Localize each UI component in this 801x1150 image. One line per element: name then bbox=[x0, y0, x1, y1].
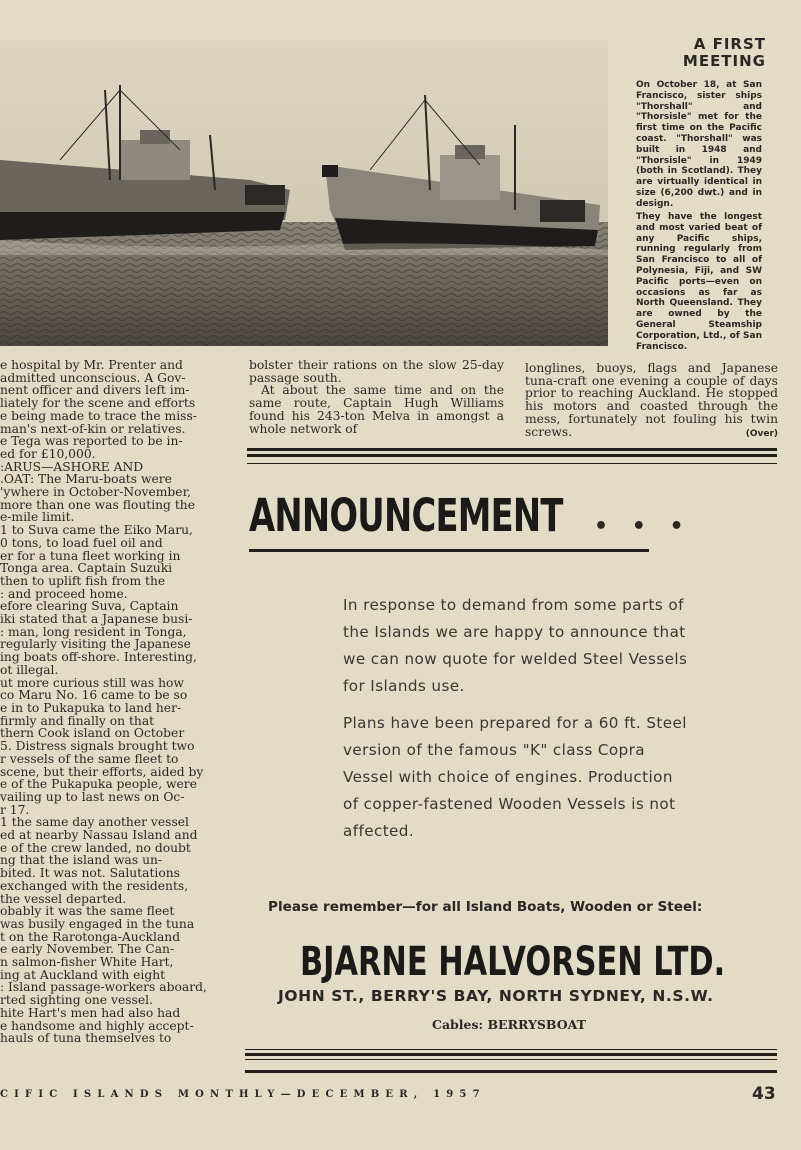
divider-rule bbox=[245, 1059, 777, 1060]
left-column-line: scene, but their efforts, aided by bbox=[0, 764, 204, 779]
left-column-line: obably it was the same fleet bbox=[0, 904, 175, 919]
divider-rule bbox=[247, 463, 777, 464]
left-column-line: e of the Pukapuka people, were bbox=[0, 777, 197, 792]
left-column-line: e-mile limit. bbox=[0, 510, 75, 525]
left-column-line: : and proceed home. bbox=[0, 586, 128, 601]
left-column-line: efore clearing Suva, Captain bbox=[0, 599, 179, 614]
divider-rule bbox=[245, 1053, 777, 1056]
caption-paragraph: They have the longest and most varied beat of any Pacific ships, running regularly from San Francisco to all of Polynesia, Fiji, and SW Pacific ports—even on occasions as far as North Queensland. They are owned by the General Steamship Corporation, Ltd., of San Francisco. bbox=[636, 212, 762, 352]
left-column-line: er for a tuna fleet working in bbox=[0, 548, 181, 563]
announcement-underline bbox=[249, 549, 649, 552]
left-column-line: was busily engaged in the tuna bbox=[0, 916, 195, 931]
divider-rule bbox=[247, 454, 777, 457]
body-paragraph: At about the same time and on the same route, Captain Hugh Williams found his 243-ton Melva in amongst a whole network of bbox=[249, 383, 504, 436]
left-column-line: e being made to trace the miss- bbox=[0, 408, 197, 423]
left-column-line: e handsome and highly accept- bbox=[0, 1018, 194, 1033]
left-column-line: 5. Distress signals brought two bbox=[0, 739, 195, 754]
left-column-line: r 17. bbox=[0, 802, 30, 817]
left-column-line: 0 tons, to load fuel oil and bbox=[0, 535, 163, 550]
left-column bbox=[0, 359, 228, 1045]
left-column-line: e early November. The Can- bbox=[0, 942, 175, 957]
left-column-line: e hospital by Mr. Prenter and bbox=[0, 359, 183, 372]
divider-rule bbox=[247, 448, 777, 451]
left-column-line: .OAT: The Maru-boats were bbox=[0, 472, 172, 487]
company-address: JOHN ST., BERRY'S BAY, NORTH SYDNEY, N.S.W. bbox=[278, 987, 714, 1005]
left-column-line: rted sighting one vessel. bbox=[0, 993, 153, 1008]
left-column-line: bited. It was not. Salutations bbox=[0, 866, 180, 881]
left-column-line: n salmon-fisher White Hart, bbox=[0, 955, 174, 970]
page-number: 43 bbox=[752, 1084, 776, 1104]
left-column-line: e in to Pukapuka to land her- bbox=[0, 700, 182, 715]
announcement-paragraph: In response to demand from some parts of the Islands we are happy to announce that we can now quote for welded Steel Vessels for Islands use. bbox=[343, 596, 688, 695]
middle-column bbox=[249, 359, 504, 435]
left-column-line: : Island passage-workers aboard, bbox=[0, 980, 207, 995]
left-column-line: hite Hart's men had also had bbox=[0, 1005, 181, 1020]
left-column-line: ing boats off-shore. Interesting, bbox=[0, 650, 197, 665]
left-column-line: e of the crew landed, no doubt bbox=[0, 840, 191, 855]
left-column-line: admitted unconscious. A Gov- bbox=[0, 370, 186, 385]
ships-photo bbox=[0, 40, 608, 346]
right-column bbox=[525, 362, 778, 440]
body-text: longlines, buoys, flags and Japanese tuna-craft one evening a couple of days prior to reaching Auckland. He stopped his motors and coasted through the mess, fortunately not fouling his twin screws. bbox=[525, 361, 778, 439]
left-column-line: hauls of tuna themselves to bbox=[0, 1031, 172, 1045]
left-column-line: e Tega was reported to be in- bbox=[0, 434, 183, 449]
caption-heading bbox=[636, 36, 766, 70]
left-column-line: co Maru No. 16 came to be so bbox=[0, 688, 188, 703]
left-column-line: ng that the island was un- bbox=[0, 853, 163, 868]
left-column-line: ot illegal. bbox=[0, 662, 59, 677]
caption-heading-line1: A FIRST bbox=[693, 35, 766, 53]
divider-rule bbox=[245, 1070, 777, 1073]
left-column-line: 1 the same day another vessel bbox=[0, 815, 189, 830]
running-footer: CIFIC ISLANDS MONTHLY—DECEMBER, 1957 bbox=[0, 1089, 486, 1100]
caption-paragraph: On October 18, at San Francisco, sister ships "Thorshall" and "Thorsisle" met for the first time on the Pacific coast. "Thorshall" was built in 1948 and "Thorsisle" in 1949 (both in Scotland). They are virtually identical in size (6,200 dwt.) and in design. bbox=[636, 80, 762, 209]
left-column-line: firmly and finally on that bbox=[0, 713, 155, 728]
left-column-line: liately for the scene and efforts bbox=[0, 396, 196, 411]
left-column-line: Tonga area. Captain Suzuki bbox=[0, 561, 173, 576]
left-column-line: iki stated that a Japanese busi- bbox=[0, 612, 193, 627]
caption-heading-line2: MEETING bbox=[682, 52, 766, 70]
left-column-line: r vessels of the same fleet to bbox=[0, 751, 179, 766]
left-column-line: 'ywhere in October-November, bbox=[0, 485, 192, 500]
left-column-line: regularly visiting the Japanese bbox=[0, 637, 191, 652]
left-column-line: the vessel departed. bbox=[0, 891, 127, 906]
left-column-line: then to uplift fish from the bbox=[0, 573, 166, 588]
left-column-line: ing at Auckland with eight bbox=[0, 967, 166, 982]
remember-line: Please remember—for all Island Boats, Wooden or Steel: bbox=[268, 899, 703, 915]
left-column-line: t on the Rarotonga-Auckland bbox=[0, 929, 181, 944]
left-column-line: ed at nearby Nassau Island and bbox=[0, 828, 198, 843]
left-column-line: vailing up to last news on Oc- bbox=[0, 789, 185, 804]
announcement-title: ANNOUNCEMENT bbox=[249, 489, 563, 542]
left-column-line: :ARUS—ASHORE AND bbox=[0, 459, 144, 474]
left-column-line: : man, long resident in Tonga, bbox=[0, 624, 187, 639]
cable-address: Cables: BERRYSBOAT bbox=[432, 1017, 586, 1032]
announcement-dots: • • • bbox=[594, 514, 692, 539]
left-column-line: more than one was flouting the bbox=[0, 497, 195, 512]
left-column-line: ut more curious still was how bbox=[0, 675, 184, 690]
left-column-line: thern Cook island on October bbox=[0, 726, 185, 741]
body-paragraph: bolster their rations on the slow 25-day passage south. bbox=[249, 358, 504, 385]
company-name: BJARNE HALVORSEN LTD. bbox=[300, 939, 726, 985]
body-paragraph bbox=[525, 362, 778, 438]
left-column-line: 1 to Suva came the Eiko Maru, bbox=[0, 523, 193, 538]
continued-marker: (Over) bbox=[745, 428, 778, 439]
announcement-paragraph: Plans have been prepared for a 60 ft. Steel version of the famous "K" class Copra Vessel with choice of engines. Production of copper-fastened Wooden Vessels is not affected. bbox=[343, 714, 687, 840]
divider-rule bbox=[245, 1049, 777, 1050]
left-column-line: exchanged with the residents, bbox=[0, 878, 189, 893]
left-column-line: man's next-of-kin or relatives. bbox=[0, 421, 186, 436]
left-column-line: nent officer and divers left im- bbox=[0, 383, 190, 398]
left-column-line: ed for £10,000. bbox=[0, 446, 96, 461]
